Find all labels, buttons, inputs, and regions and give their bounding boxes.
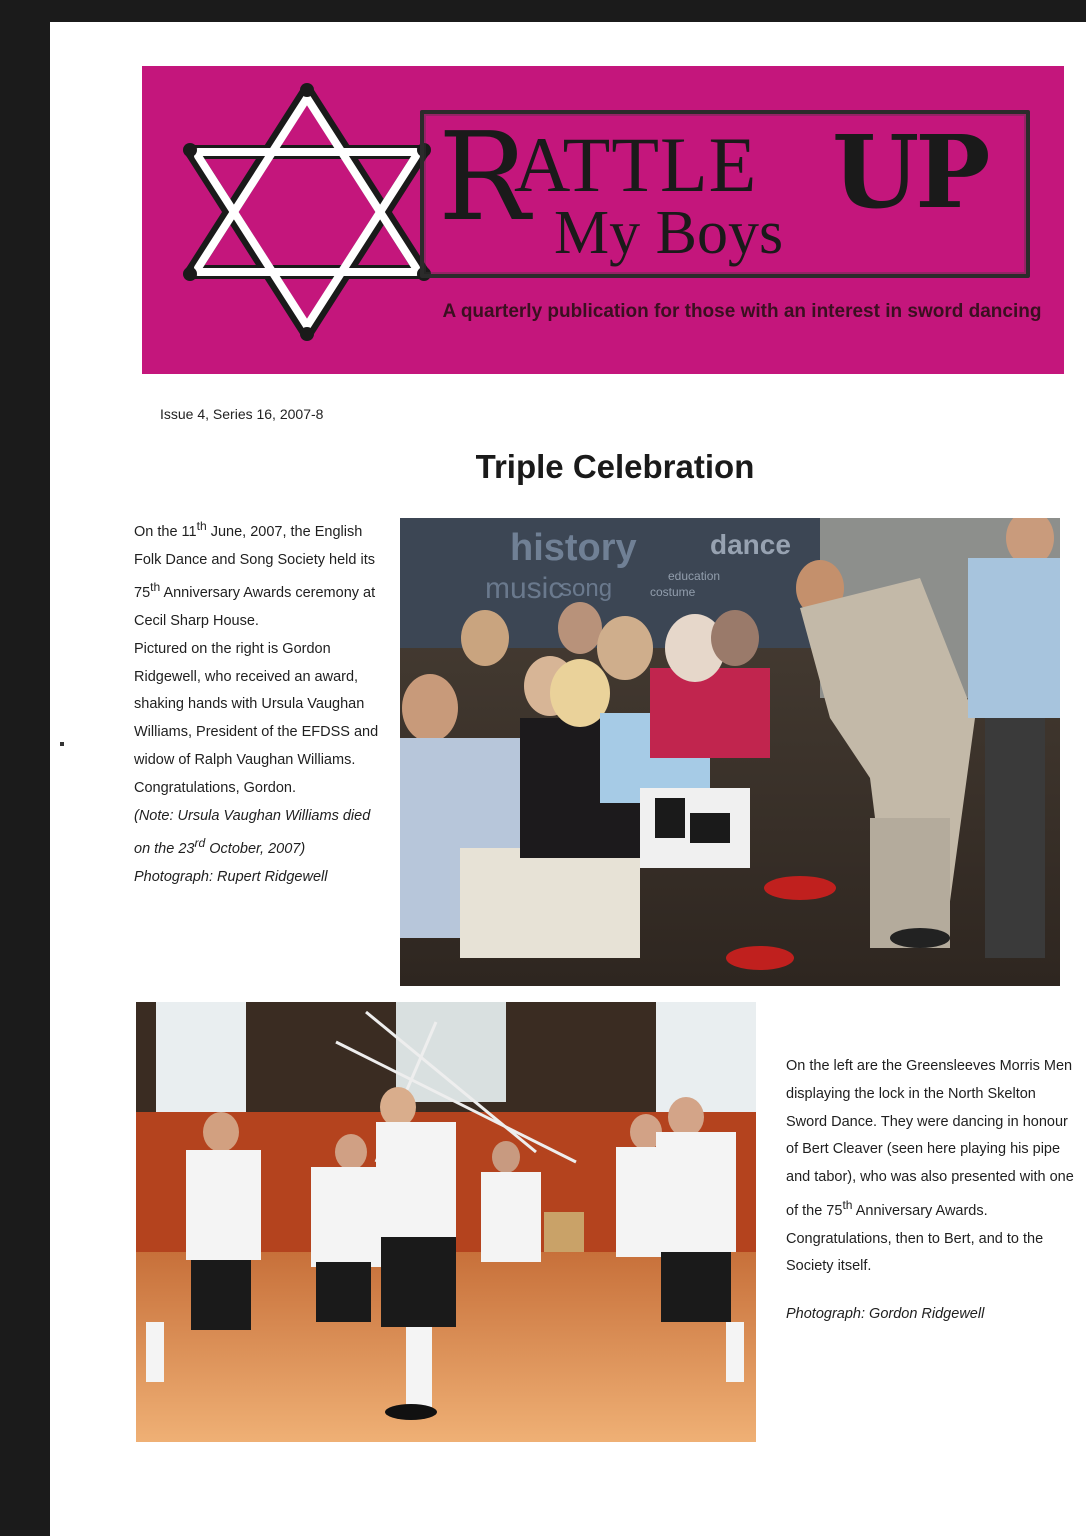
- left-article-note: (Note: Ursula Vaughan Williams died on the 23rd October, 2007): [134, 807, 371, 858]
- page-border-top: [0, 0, 1086, 22]
- masthead-title-up: UP: [832, 113, 987, 231]
- left-article-paragraph-1: On the 11th June, 2007, the English Folk Dance and Song Society held its 75th Anniversary Awards ceremony at Cecil Sharp House.: [134, 519, 376, 630]
- page-border-left: [0, 0, 50, 1536]
- sign-word-history: history: [510, 527, 637, 569]
- page-headline: Triple Celebration: [475, 448, 755, 485]
- left-article: [134, 513, 384, 892]
- right-article-paragraph: On the left are the Greensleeves Morris Men displaying the lock in the North Skelton Sword Dance. They were dancing in honour of Bert Cleaver (seen here playing his pipe and tabor), who was also presented with one of the 75th Anniversary Awards. Congratulations, then to Bert, and to the Society itself.: [786, 1058, 1074, 1275]
- sword-dance-photo: [136, 1002, 756, 1442]
- crossed-swords-star-logo: [182, 82, 432, 342]
- sign-word-song: song: [560, 575, 613, 602]
- scan-speck: [60, 742, 64, 746]
- left-article-paragraph-2: Pictured on the right is Gordon Ridgewell, who received an award, shaking hands with Ursula Vaughan Williams, President of the EFDSS and widow of Ralph Vaughan Williams. Congratulations, Gordon.: [134, 640, 379, 796]
- award-ceremony-photo: [400, 518, 1060, 986]
- sign-word-costume: costume: [650, 585, 696, 599]
- sign-word-music: music: [485, 572, 564, 605]
- masthead-title-initial: R: [438, 106, 526, 248]
- sign-word-education: education: [668, 569, 721, 583]
- issue-line: Issue 4, Series 16, 2007-8: [160, 406, 324, 422]
- masthead-banner: [142, 66, 1064, 374]
- left-photo-credit: Photograph: Rupert Ridgewell: [134, 869, 328, 886]
- masthead-tagline: A quarterly publication for those with an interest in sword dancing: [442, 301, 1042, 322]
- masthead-subtitle: My Boys: [554, 199, 784, 267]
- masthead-title-word: ATTLE: [514, 121, 758, 208]
- right-article: [786, 1053, 1076, 1329]
- right-photo-credit: Photograph: Gordon Ridgewell: [786, 1306, 985, 1323]
- sign-word-dance: dance: [710, 529, 791, 560]
